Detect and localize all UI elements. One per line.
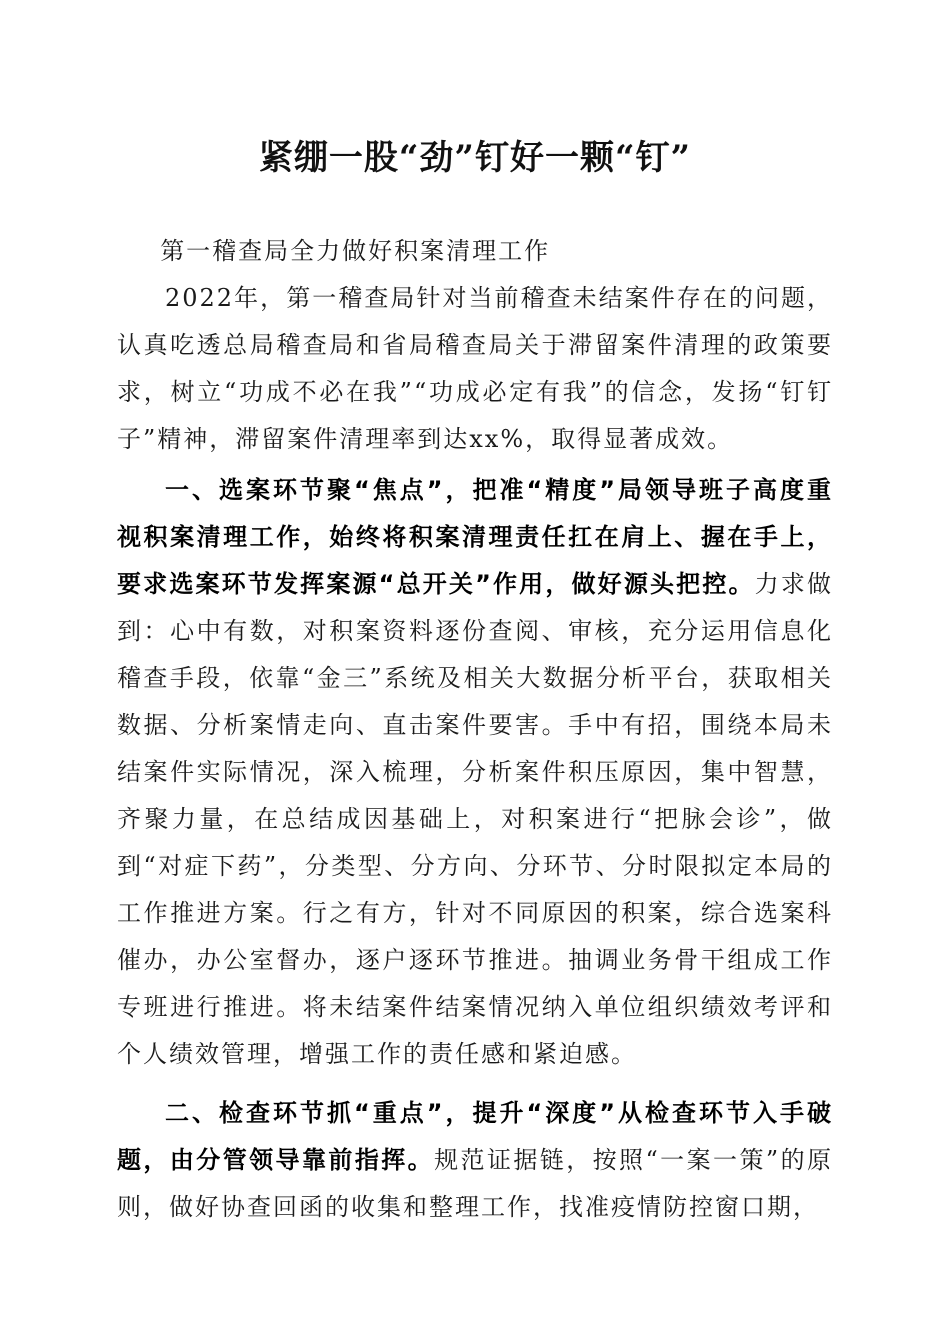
document-title: 紧绷一股“劲”钉好一颗“钉” (258, 138, 692, 178)
document-subtitle: 第一稽查局全力做好积案清理工作 (160, 237, 551, 265)
intro-paragraph: 2022年，第一稽查局针对当前稽查未结案件存在的问题，认真吃透总局稽查局和省局稽查局关于滞留案件清理的政策要求，树立“功成不必在我”“功成必定有我”的信念，发扬“钉钉子”精神，滞留案件清理率到达xx%，取得显著成效。 (117, 284, 833, 453)
section-1-body: 力求做到：心中有数，对积案资料逐份查阅、审核，充分运用信息化稽查手段，依靠“金三”系统及相关大数据分析平台，获取相关数据、分析案情走向、直击案件要害。手中有招，围绕本局未结案件实际情况，深入梳理，分析案件积压原因，集中智慧，齐聚力量，在总结成因基础上，对积案进行“把脉会诊”，做到“对症下药”，分类型、分方向、分环节、分时限拟定本局的工作推进方案。行之有方，针对不同原因的积案，综合选案科催办，办公室督办，逐户逐环节推进。抽调业务骨干组成工作专班进行推进。将未结案件结案情况纳入单位组织绩效考评和个人绩效管理，增强工作的责任感和紧迫感。 (117, 570, 834, 1068)
section-1-paragraph (117, 467, 833, 1078)
section-2-body: 规范证据链，按照“一案一策”的原则，做好协查回函的收集和整理工作，找准疫情防控窗口期， (117, 1146, 833, 1221)
section-2-heading: 二、检查环节抓“重点”，提升“深度”从检查环节入手破题，由分管领导靠前指挥。 (117, 1099, 833, 1174)
section-1-heading: 一、选案环节聚“焦点”，把准“精度”局领导班子高度重视积案清理工作，始终将积案清理责任扛在肩上、握在手上，要求选案环节发挥案源“总开关”作用，做好源头把控。 (117, 476, 833, 598)
section-2-paragraph (117, 1090, 833, 1231)
document-body (117, 228, 833, 1231)
